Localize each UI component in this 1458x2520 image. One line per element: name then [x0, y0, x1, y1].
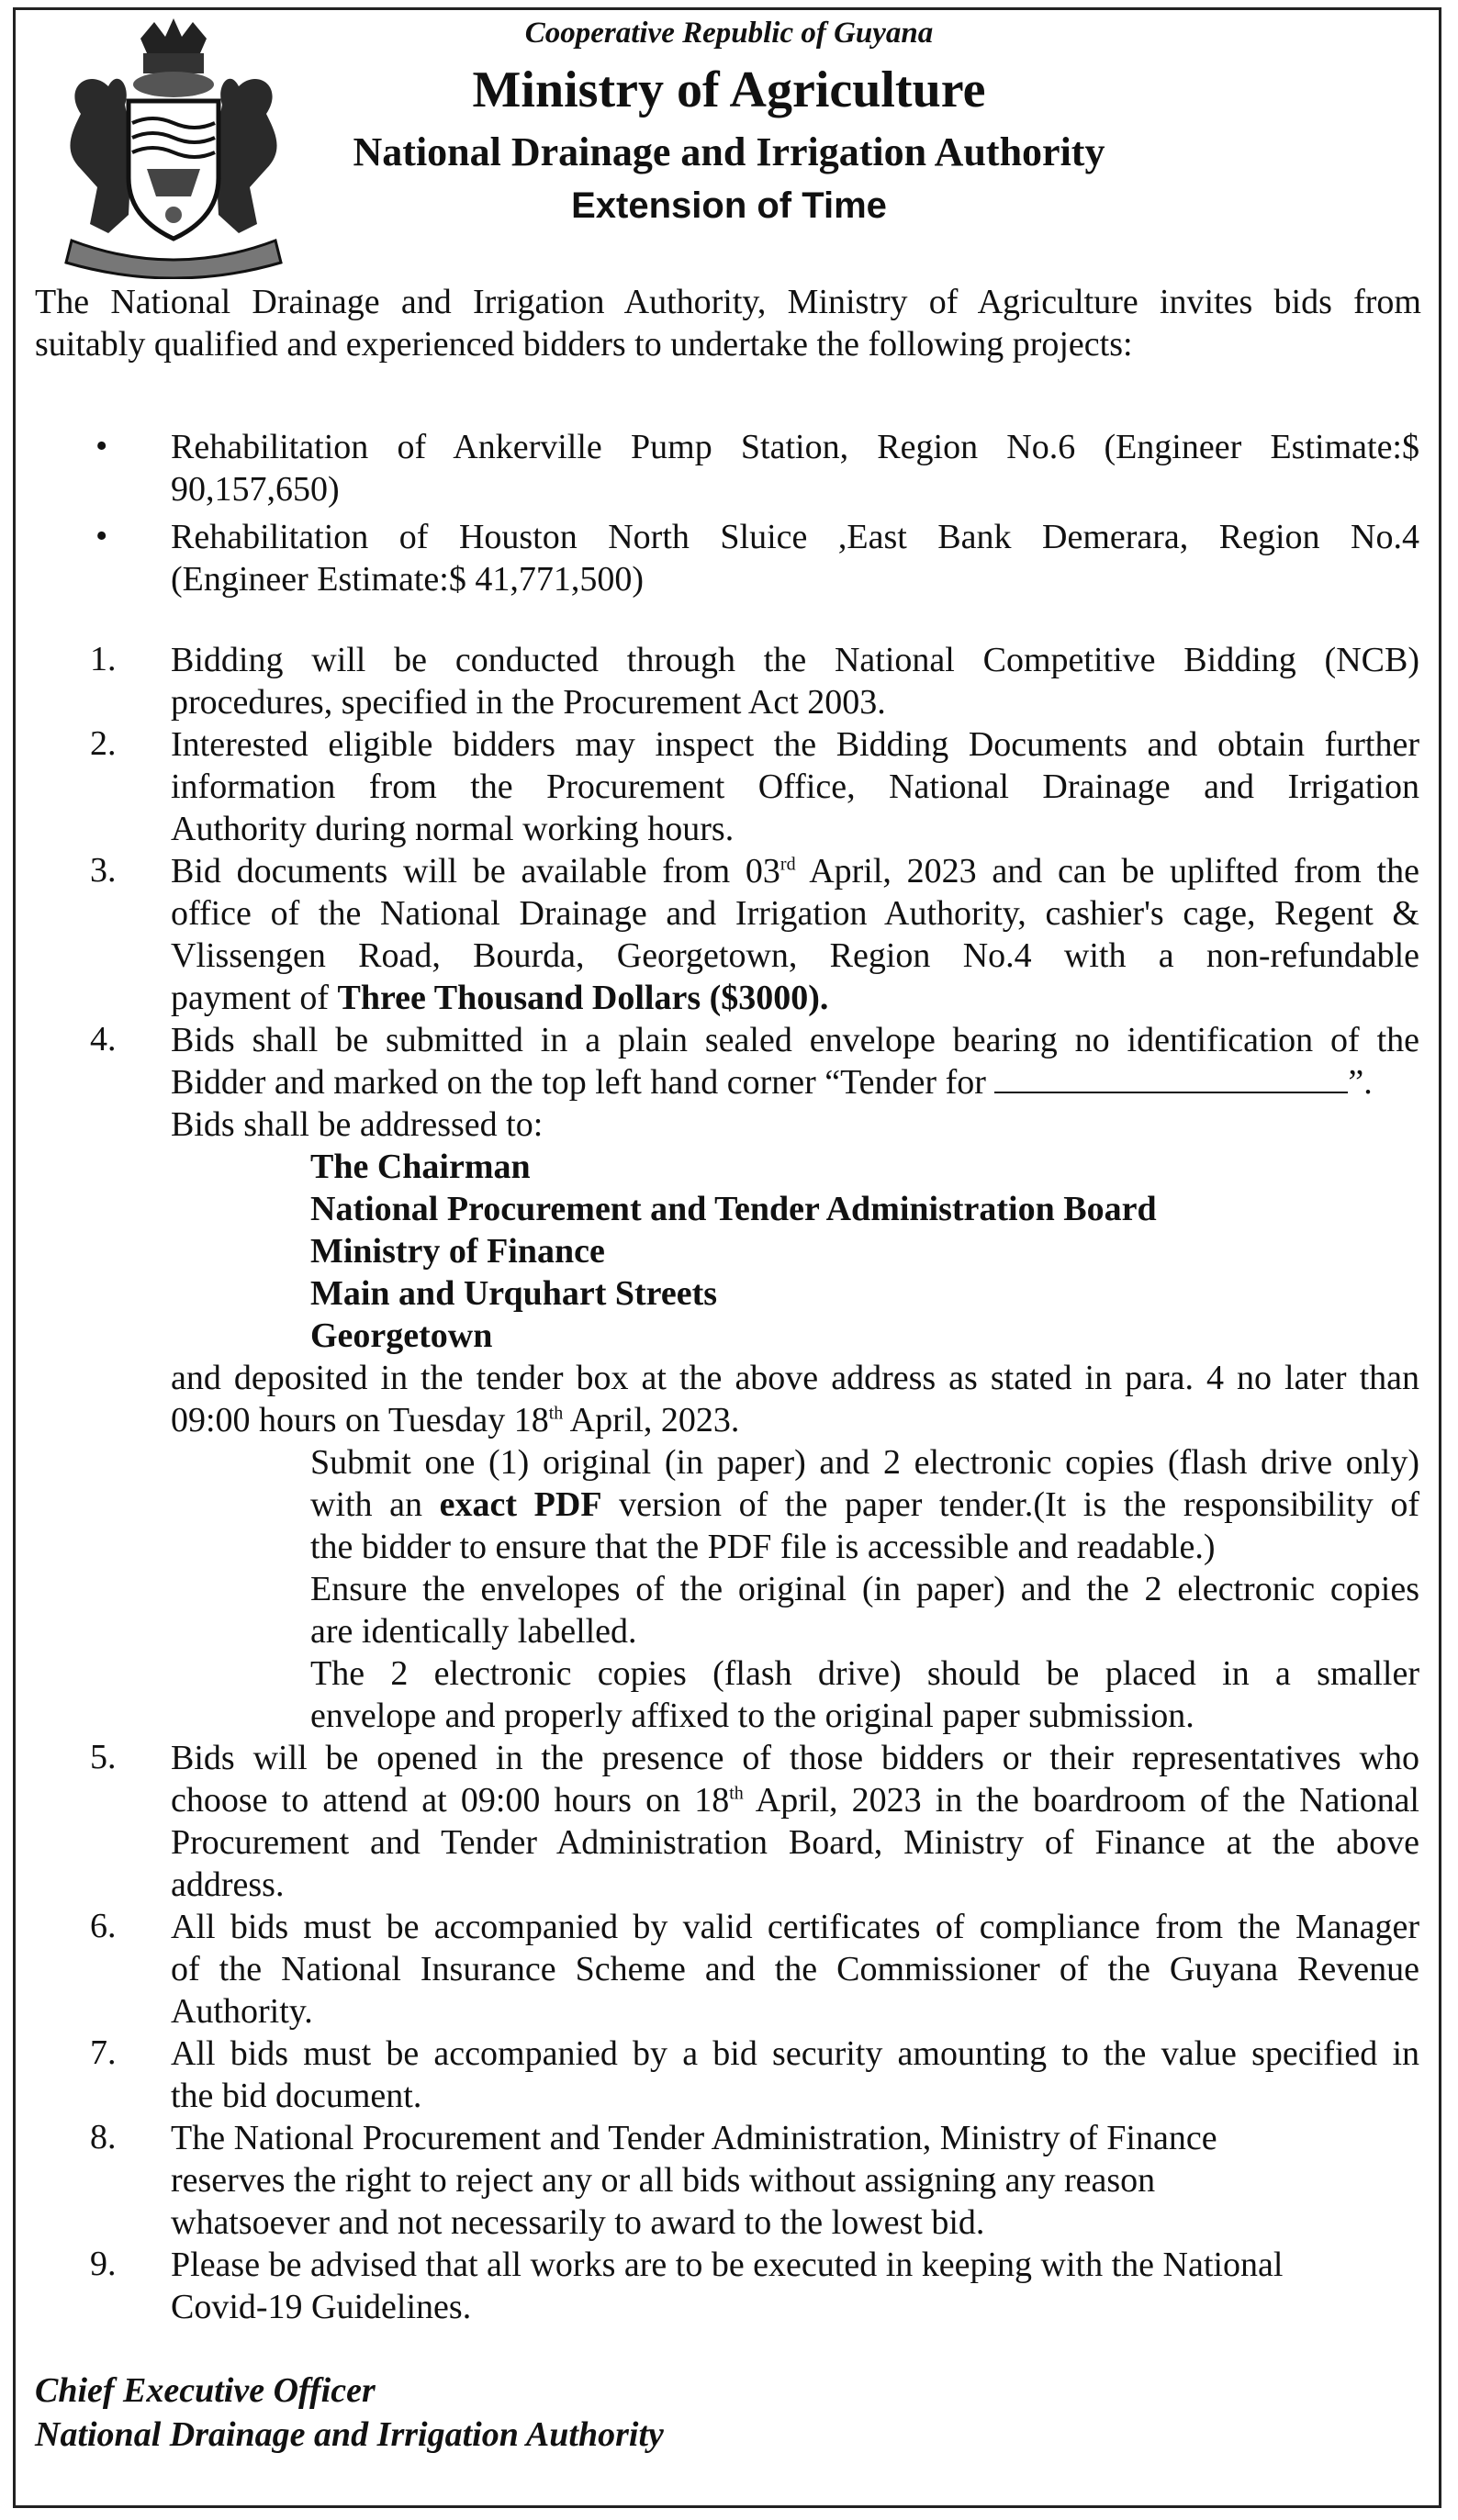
signatory-title: Chief Executive Officer: [35, 2371, 376, 2410]
item-number: 3.: [90, 851, 117, 890]
ministry-name: Ministry of Agriculture: [472, 62, 986, 118]
list-item: All bids must be accompanied by valid certificates of compliance from the Manager of the National Insurance Scheme and the Commissioner of the Guyana Revenue Authority.: [171, 1908, 1419, 2031]
signature-block: [35, 2369, 664, 2457]
item-number: 8.: [90, 2118, 117, 2156]
item-number: 5.: [90, 1738, 117, 1776]
item-number: 1.: [90, 640, 117, 678]
item-number: 7.: [90, 2033, 117, 2072]
deposit-instruction: and deposited in the tender box at the above address as stated in para. 4 no later than 09:00 hours on Tuesday 18th April, 2023.: [171, 1359, 1419, 1439]
item-number: 6.: [90, 1907, 117, 1945]
intro-line: The National Drainage and Irrigation Authority, Ministry of Agriculture invites bids from: [35, 283, 1421, 321]
list-item: Bidding will be conducted through the National Competitive Bidding (NCB) procedures, specified in the Procurement Act 2003.: [171, 641, 1419, 722]
item-number: 9.: [90, 2245, 117, 2283]
list-item: Bids will be opened in the presence of those bidders or their representatives who choose to attend at 09:00 hours on 18th April, 2023 in the boardroom of the National Procurement and Tender Administration Board, Ministry of Finance at the above address.: [171, 1739, 1419, 1904]
item-number: 2.: [90, 724, 117, 763]
intro-paragraph: [35, 281, 1421, 365]
project-item: Rehabilitation of Ankerville Pump Station, Region No.6 (Engineer Estimate:$ 90,157,650): [171, 428, 1419, 509]
list-item: All bids must be accompanied by a bid security amounting to the value specified in the bid document.: [171, 2034, 1419, 2115]
mailing-address: The Chairman National Procurement and Tender Administration Board Ministry of Finance Main and Urquhart Streets Georgetown: [310, 1148, 1157, 1355]
country-name: Cooperative Republic of Guyana: [524, 17, 934, 50]
bullet-icon: •: [95, 517, 108, 555]
authority-name: National Drainage and Irrigation Authority: [353, 129, 1105, 174]
submission-instructions: Submit one (1) original (in paper) and 2 electronic copies (flash drive only) with an exact PDF version of the paper tender.(It is the responsibility of the bidder to ensure that the PDF file is accessible and readable.) Ensure the envelopes of the original (in paper) and the 2 electronic copies are identically labelled. The 2 electronic copies (flash drive) should be placed in a smaller envelope and properly affixed to the original paper submission.: [310, 1443, 1419, 1735]
intro-line: suitably qualified and experienced bidders to undertake the following projects:: [35, 325, 1133, 364]
signatory-organization: National Drainage and Irrigation Authority: [35, 2415, 664, 2454]
project-item: Rehabilitation of Houston North Sluice ,East Bank Demerara, Region No.4 (Engineer Estimate:$ 41,771,500): [171, 518, 1419, 599]
list-item: Please be advised that all works are to be executed in keeping with the National Covid-19 Guidelines.: [171, 2246, 1284, 2326]
list-item: Interested eligible bidders may inspect the Bidding Documents and obtain further information from the Procurement Office, National Drainage and Irrigation Authority during normal working hours.: [171, 725, 1419, 848]
list-item: Bids shall be submitted in a plain sealed envelope bearing no identification of the Bidder and marked on the top left hand corner “Tender for ”. Bids shall be addressed to:: [171, 1021, 1419, 1144]
bullet-icon: •: [95, 427, 108, 465]
tender-name-blank: [994, 1064, 1348, 1093]
notice-title: Extension of Time: [571, 185, 887, 226]
list-item: Bid documents will be available from 03rd April, 2023 and can be uplifted from the office of the National Drainage and Irrigation Authority, cashier's cage, Regent & Vlissengen Road, Bourda, Georgetown, Region No.4 with a non-refundable payment of Three Thousand Dollars ($3000).: [171, 852, 1419, 1017]
item-number: 4.: [90, 1020, 117, 1058]
list-item: The National Procurement and Tender Administration, Ministry of Finance reserves the right to reject any or all bids without assigning any reason whatsoever and not necessarily to award to the lowest bid.: [171, 2119, 1217, 2242]
